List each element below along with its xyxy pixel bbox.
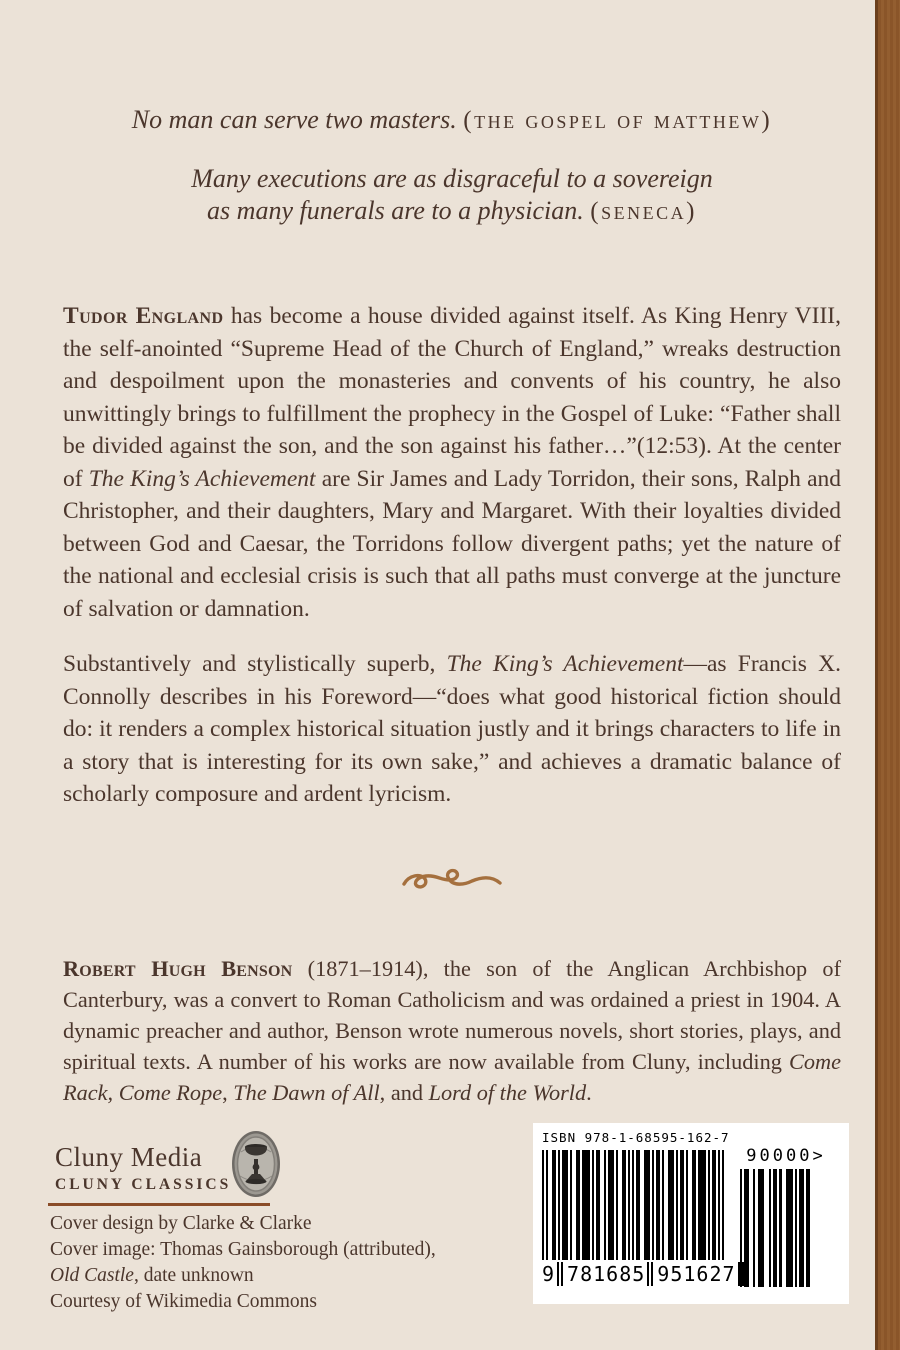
epigraph-seneca-line2: as many funerals are to a physician. (seneca) (207, 196, 697, 225)
barcode-digits (542, 1260, 736, 1286)
synopsis-paragraph-2: Substantively and stylistically superb, The King’s Achievement—as Francis X. Connolly describes in his Foreword—“does what good historical fiction should do: it renders a complex historical situation justly and it brings characters to life in a story that is interesting for its own sake,” and achieves a dramatic balance of scholarly composure and ardent lyricism. (63, 651, 841, 807)
credit-courtesy: Courtesy of Wikimedia Commons (50, 1291, 317, 1312)
barcode-addon-bars (740, 1169, 832, 1287)
epigraph-seneca (63, 163, 841, 228)
credit-image-title: Old Castle, date unknown (50, 1265, 254, 1286)
publisher-logo (231, 1130, 281, 1203)
barcode-digit-group: 781685 (567, 1262, 646, 1286)
barcode-box (533, 1123, 849, 1304)
credits-block (50, 1211, 436, 1315)
author-bio: Robert Hugh Benson (1871–1914), the son of the Anglican Archbishop of Canterbury, was a convert to Roman Catholicism and was ordained a priest in 1904. A dynamic preacher and author, Benson wrote numerous novels, short stories, plays, and spiritual texts. A number of his works are now available from Cluny, including Come Rack, Come Rope, The Dawn of All, and Lord of the World. (63, 955, 841, 1105)
flourish-icon (400, 863, 504, 897)
isbn-label: ISBN 978-1-68595-162-7 (542, 1130, 730, 1145)
barcode-bars (542, 1150, 728, 1260)
credit-image: Cover image: Thomas Gainsborough (attributed), (50, 1239, 436, 1260)
barcode-guard (557, 1262, 565, 1286)
barcode-digit-group: 951627 (657, 1262, 736, 1286)
epigraph-seneca-line1: Many executions are as disgraceful to a sovereign (191, 164, 713, 193)
credit-design: Cover design by Clarke & Clarke (50, 1213, 312, 1234)
barcode-guard (647, 1262, 655, 1286)
imprint-name: CLUNY CLASSICS (55, 1176, 232, 1193)
chalice-icon (231, 1130, 281, 1198)
barcode-digit-group: 9 (542, 1262, 556, 1286)
spine-strip (875, 0, 900, 1350)
divider-rule (48, 1203, 270, 1206)
synopsis-paragraph-1: Tudor England has become a house divided against itself. As King Henry VIII, the self-anointed “Supreme Head of the Church of England,” wreaks destruction and despoilment upon the monasteries and convents of his country, he also unwittingly brings to fulfillment the prophecy in the Gospel of Luke: “Father shall be divided against the son, and the son against his father…”(12:53). At the center of The King’s Achievement are Sir James and Lady Torridon, their sons, Ralph and Christopher, and their daughters, Mary and Margaret. With their loyalties divided between God and Caesar, the Torridons follow divergent paths; yet the nature of the national and ecclesial crisis is such that all paths must converge at the juncture of salvation or damnation. (63, 303, 842, 622)
cover-content (63, 0, 841, 1108)
ornament-row (63, 863, 841, 899)
epigraph-matthew: No man can serve two masters. (the gospel of matthew) (131, 105, 773, 134)
publisher-name: Cluny Media (55, 1142, 203, 1172)
barcode-addon (740, 1130, 832, 1292)
barcode-addon-label: 90000> (746, 1146, 826, 1166)
barcode-main (542, 1130, 736, 1292)
